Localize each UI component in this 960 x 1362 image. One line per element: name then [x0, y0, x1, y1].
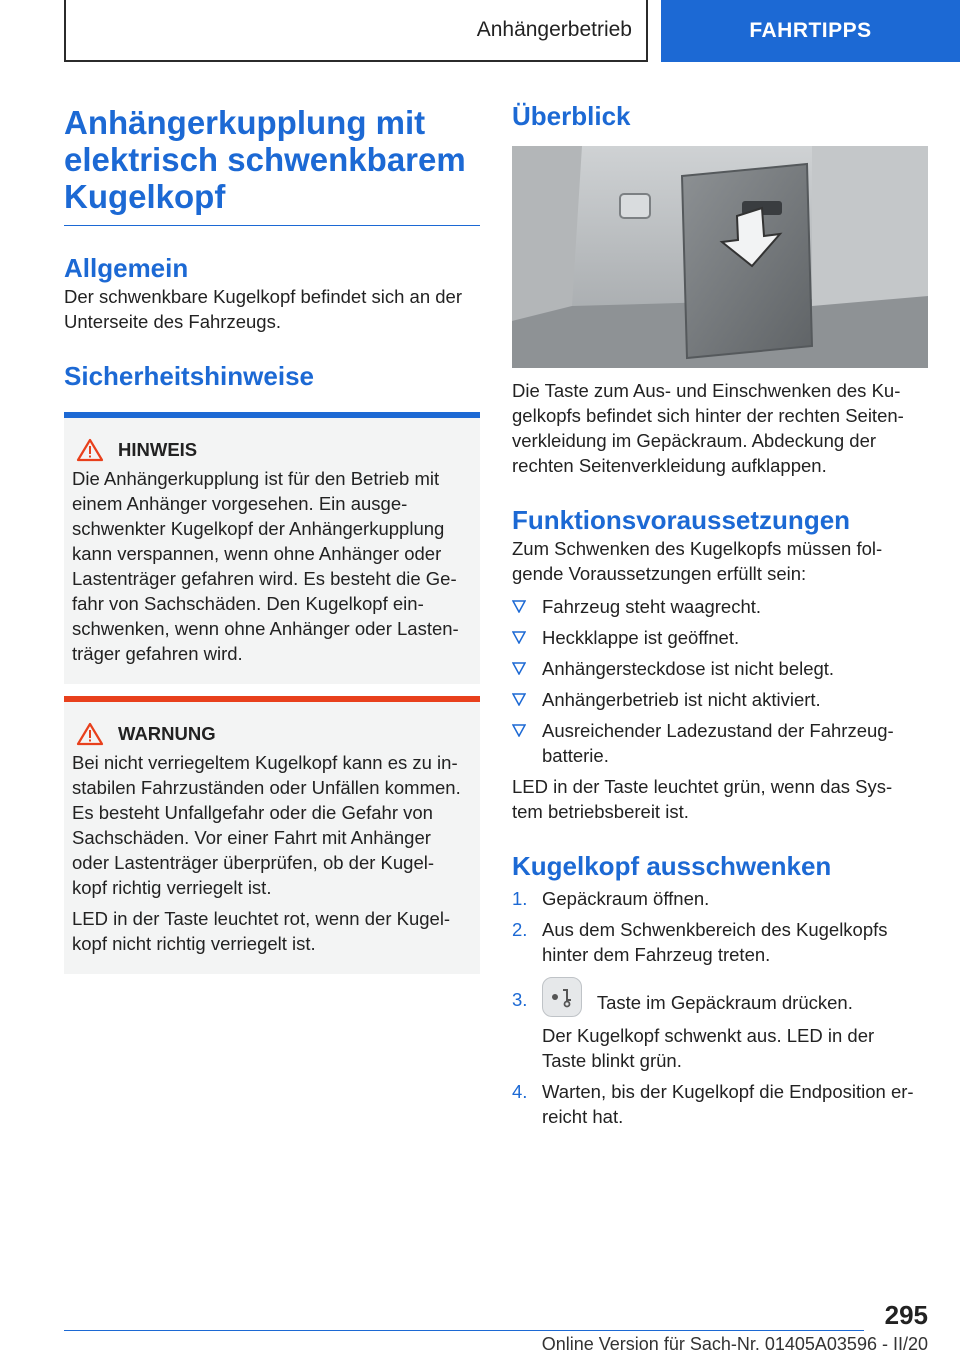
led-text: LED in der Taste leuchtet grün, wenn das Sys- tem betriebsbereit ist. — [512, 776, 893, 822]
list-item: Anhängerbetrieb ist nicht aktiviert. — [512, 687, 928, 712]
steps-list — [512, 886, 928, 1129]
prereq-intro: Zum Schwenken des Kugelkopfs müssen fol- gende Voraussetzungen erfüllt sein: — [512, 538, 883, 584]
title-rule — [64, 225, 480, 226]
safety-heading: Sicherheitshinweise — [64, 361, 314, 391]
page-number: 295 — [884, 1300, 928, 1330]
page-header — [0, 0, 960, 66]
list-item: Ausreichender Ladezustand der Fahrzeug- batterie. — [512, 718, 928, 768]
left-column — [64, 104, 480, 974]
bullet-triangle-icon — [512, 693, 526, 706]
general-heading: Allgemein — [64, 253, 189, 283]
swing-heading: Kugelkopf ausschwenken — [512, 851, 832, 881]
right-column — [512, 100, 928, 1135]
prereq-list — [512, 594, 928, 768]
footer-rule — [64, 1330, 864, 1331]
list-item: 4. Warten, bis der Kugelkopf die Endposition er- reicht hat. — [512, 1081, 914, 1127]
list-item: 1. Gepäckraum öffnen. — [512, 888, 710, 909]
list-item: 2. Aus dem Schwenkbereich des Kugelkopfs hinter dem Fahrzeug treten. — [512, 919, 888, 965]
header-chapter-tab: FAHRTIPPS — [661, 0, 960, 62]
notice-label: HINWEIS — [118, 439, 198, 460]
prereq-heading: Funktionsvoraussetzungen — [512, 505, 851, 535]
warning-triangle-icon — [76, 722, 104, 746]
warning-label: WARNUNG — [118, 723, 216, 744]
notice-text: Die Anhängerkupplung ist für den Betrieb mit einem Anhänger vorgesehen. Ein ausge- schwenkter Kugelkopf der Anhängerkupplung kann verspannen, wenn ohne Anhänger oder Lastenträger gefahren wird. Es besteht die Ge- fahr von Sachschäden. Den Kugelkopf ein- schwenken, wenn ohne Anhänger oder Lasten- träger gefahren wird. — [72, 468, 459, 664]
page-title: Anhängerkupplung mit elektrisch schwenkbarem Kugelkopf — [64, 104, 466, 215]
bullet-triangle-icon — [512, 600, 526, 613]
warning-box — [64, 702, 480, 974]
warning-triangle-icon — [76, 438, 104, 462]
overview-heading: Überblick — [512, 101, 631, 131]
header-section-title: Anhängerbetrieb — [64, 0, 648, 62]
warning-text: Bei nicht verriegeltem Kugelkopf kann es zu in- stabilen Fahrzuständen oder Unfällen kommen. Es besteht Unfallgefahr oder die Gefahr von Sachschäden. Vor einer Fahrt mit Anhänger oder Lastenträger überprüfen, ob der Kugel- kopf richtig verriegelt ist. — [72, 752, 461, 898]
bullet-triangle-icon — [512, 724, 526, 737]
warning-led-text: LED in der Taste leuchtet rot, wenn der Kugel- kopf nicht richtig verriegelt ist. — [72, 908, 451, 954]
notice-box — [64, 418, 480, 684]
footer-text: Online Version für Sach-Nr. 01405A03596 - II/20 — [541, 1334, 928, 1354]
trailer-hitch-button-icon — [542, 977, 582, 1017]
list-item: Anhängersteckdose ist nicht belegt. — [512, 656, 928, 681]
bullet-triangle-icon — [512, 662, 526, 675]
list-item: Heckklappe ist geöffnet. — [512, 625, 928, 650]
overview-text: Die Taste zum Aus- und Einschwenken des Ku- gelkopfs befindet sich hinter der rechten Seiten- verkleidung im Gepäckraum. Abdeckung der rechten Seitenverkleidung aufklappen. — [512, 380, 904, 476]
list-item: 3. Taste im Gepäckraum drücken. Der Kugelkopf schwenkt aus. LED in der Taste blinkt grün. — [512, 977, 928, 1073]
general-text: Der schwenkbare Kugelkopf befindet sich an der Unterseite des Fahrzeugs. — [64, 286, 462, 332]
list-item: Fahrzeug steht waagrecht. — [512, 594, 928, 619]
bullet-triangle-icon — [512, 631, 526, 644]
trunk-figure — [512, 146, 928, 368]
